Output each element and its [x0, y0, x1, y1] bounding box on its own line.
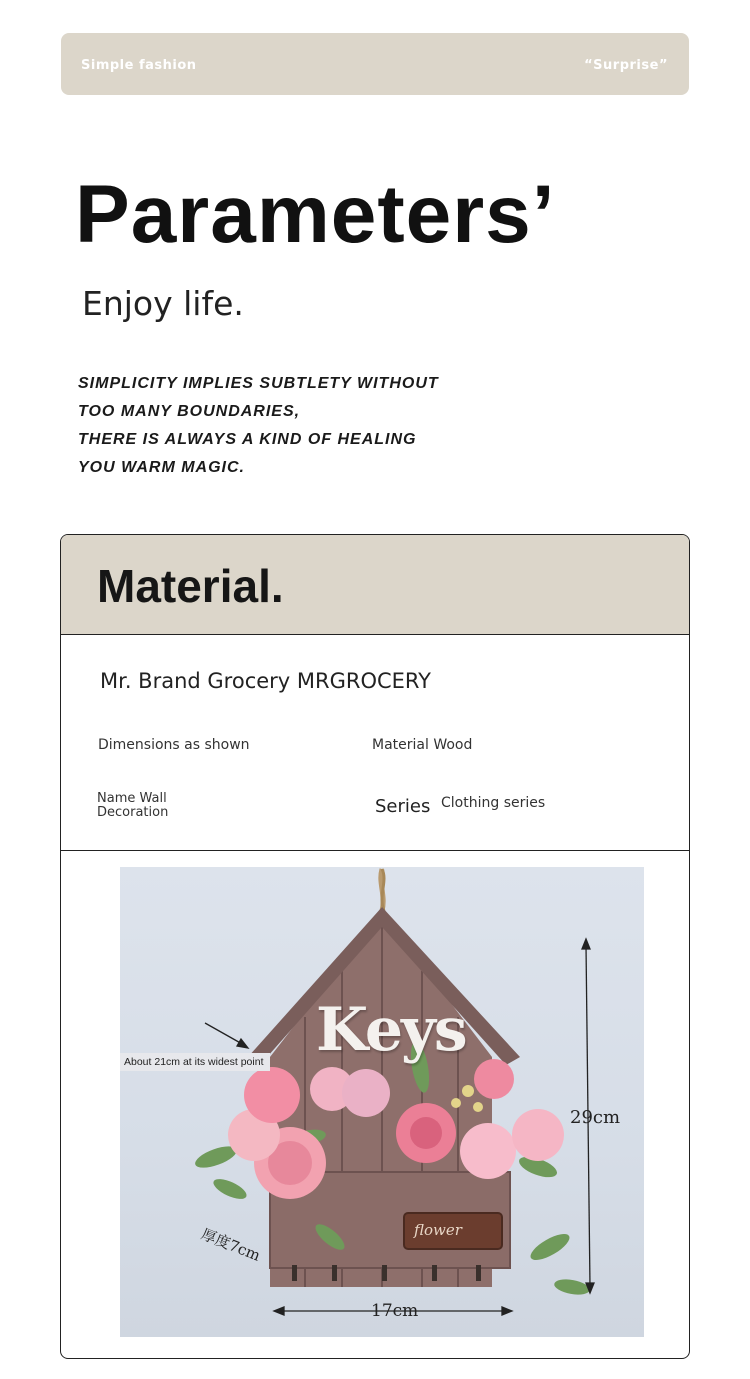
spec-series-value: Clothing series	[441, 795, 546, 811]
material-card	[60, 534, 690, 1359]
height-label: 29cm	[570, 1107, 621, 1128]
depth-label: 厚度7cm	[198, 1224, 263, 1265]
spec-series-label: Series	[375, 796, 431, 817]
page-subtitle: Enjoy life.	[82, 284, 244, 323]
product-illustration	[120, 867, 644, 1337]
flower-tag: flower	[414, 1221, 462, 1239]
spec-section	[61, 635, 689, 851]
page-title: Parameters’	[75, 169, 556, 260]
product-photo	[120, 867, 644, 1337]
quote-block	[78, 370, 538, 482]
quote-line: SIMPLICITY IMPLIES SUBTLETY WITHOUT	[78, 375, 439, 392]
quote-line: YOU WARM MAGIC.	[78, 459, 245, 476]
material-heading: Material.	[97, 560, 284, 612]
quote-line: TOO MANY BOUNDARIES,	[78, 403, 301, 420]
material-card-header	[61, 535, 689, 635]
width-label: 17cm	[371, 1301, 419, 1321]
brand-text: Mr. Brand Grocery MRGROCERY	[100, 669, 432, 693]
spec-dimensions: Dimensions as shown	[98, 737, 250, 753]
header-bar	[61, 33, 689, 95]
widest-note: About 21cm at its widest point	[120, 1053, 270, 1071]
header-left-text: Simple fashion	[81, 58, 197, 73]
quote-line: THERE IS ALWAYS A KIND OF HEALING	[78, 431, 417, 448]
keys-sign: Keys	[316, 995, 466, 1065]
header-right-text: “Surprise”	[584, 58, 668, 73]
spec-material: Material Wood	[372, 737, 473, 753]
spec-name: Name Wall Decoration	[97, 791, 169, 820]
